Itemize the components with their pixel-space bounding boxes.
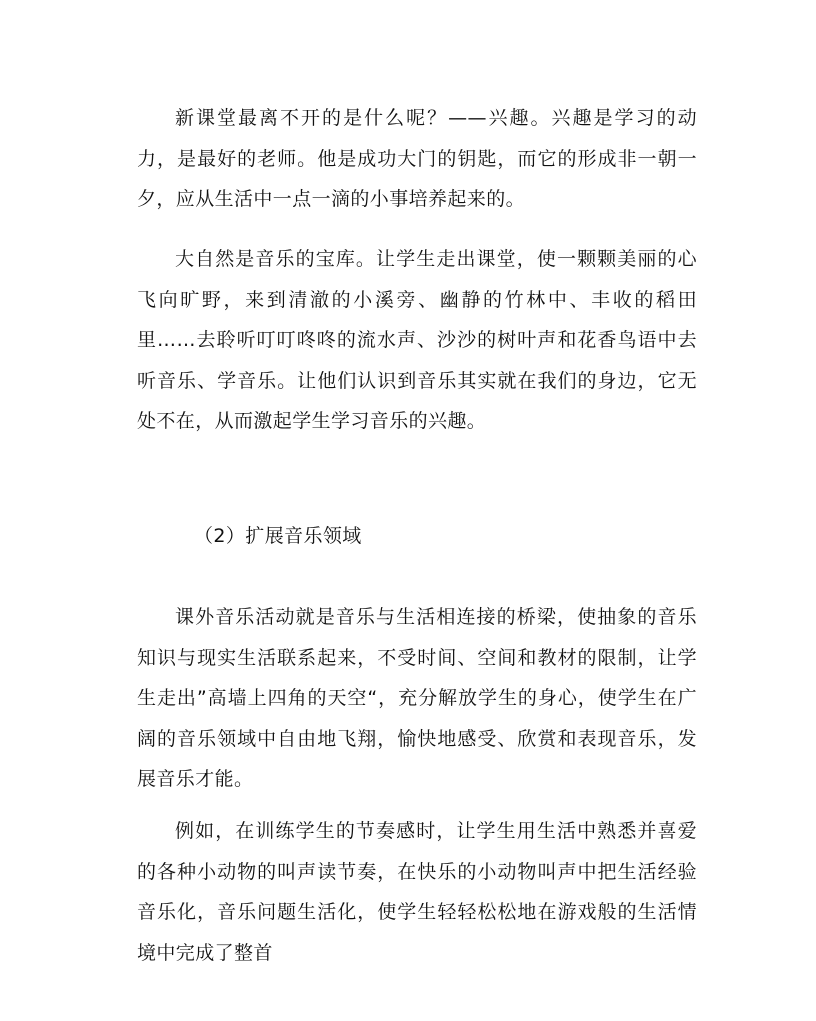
paragraph-extracurricular: 课外音乐活动就是音乐与生活相连接的桥梁，使抽象的音乐知识与现实生活联系起来，不受时间、空间和教材的限制，让学生走出”高墙上四角的天空“，充分解放学生的身心，使学生在广阔的音乐领域中自由地飞翔，愉快地感受、欣赏和表现音乐，发展音乐才能。 [137, 606, 697, 790]
paragraph-interest: 新课堂最离不开的是什么呢？——兴趣。兴趣是学习的动力，是最好的老师。他是成功大门的钥匙，而它的形成非一朝一夕，应从生活中一点一滴的小事培养起来的。 [137, 107, 697, 210]
paragraph-nature: 大自然是音乐的宝库。让学生走出课堂，使一颗颗美丽的心飞向旷野，来到清澈的小溪旁、幽静的竹林中、丰收的稻田里……去聆听叮叮咚咚的流水声、沙沙的树叶声和花香鸟语中去听音乐、学音乐。让他们认识到音乐其实就在我们的身边，它无处不在，从而激起学生学习音乐的兴趣。 [137, 248, 697, 432]
section-heading: （2）扩展音乐领域 [194, 525, 362, 547]
paragraph-example: 例如，在训练学生的节奏感时，让学生用生活中熟悉并喜爱的各种小动物的叫声读节奏，在快乐的小动物叫声中把生活经验音乐化，音乐问题生活化，使学生轻轻松松地在游戏般的生活情境中完成了整首 [137, 820, 697, 964]
